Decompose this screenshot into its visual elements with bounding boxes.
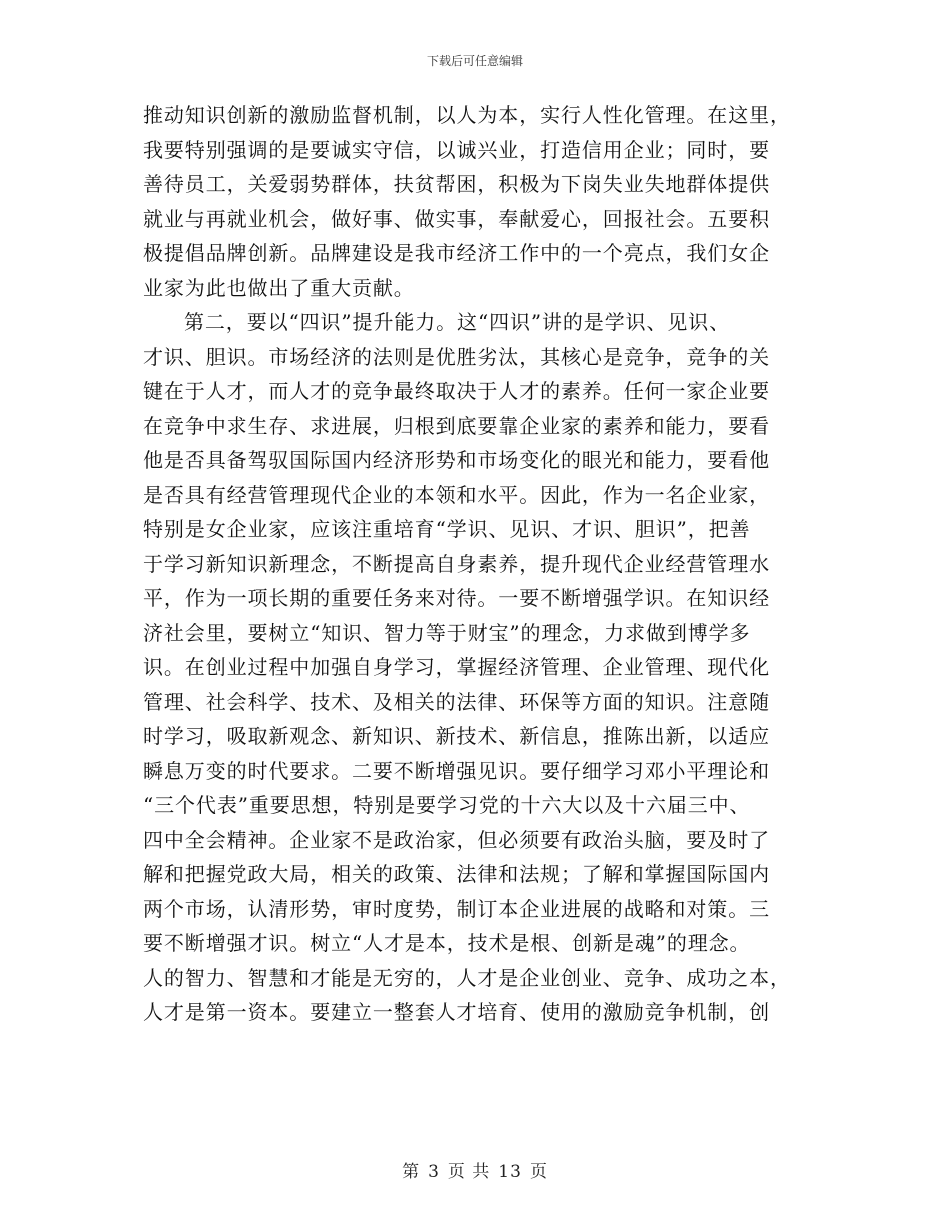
text-line: 人的智力、智慧和才能是无穷的，人才是企业创业、竞争、成功之本， [143,965,791,990]
text-line: 时学习，吸取新观念、新知识、新技术、新信息，推陈出新，以适应 [143,724,770,748]
text-line: 善待员工，关爱弱势群体，扶贫帮困，积极为下岗失业失地群体提供 [143,172,770,196]
page-header: 下载后可任意编辑 [426,54,523,68]
text-line: 济社会里，要树立“知识、智力等于财宝”的理念，力求做到博学多 [143,620,751,645]
text-line: 极提倡品牌创新。品牌建设是我市经济工作中的一个亮点，我们女企 [143,241,770,265]
text-line: 他是否具备驾驭国际国内经济形势和市场变化的眼光和能力，要看他 [143,448,770,472]
text-line: 于学习新知识新理念，不断提高自身素养，提升现代企业经营管理水 [143,551,770,576]
text-line: 四中全会精神。企业家不是政治家，但必须要有政治头脑，要及时了 [143,827,770,852]
text-line: 特别是女企业家，应该注重培育“学识、见识、才识、胆识”，把善 [143,517,751,541]
text-line: 就业与再就业机会，做好事、做实事，奉献爱心，回报社会。五要积 [143,206,770,231]
page-number-suffix: 页 [529,1162,548,1182]
text-line: “三个代表”重要思想，特别是要学习党的十六大以及十六届三中、 [143,793,751,817]
text-line: 在竞争中求生存、求进展，归根到底要靠企业家的素养和能力，要看 [143,413,770,438]
text-line: 瞬息万变的时代要求。二要不断增强见识。要仔细学习邓小平理论和 [143,758,770,783]
total-page-count: 13 [498,1162,522,1182]
current-page-number: 3 [428,1162,440,1182]
text-line: 识。在创业过程中加强自身学习，掌握经济管理、企业管理、现代化 [143,655,770,679]
text-line: 推动知识创新的激励监督机制，以人为本，实行人性化管理。在这里， [143,103,791,127]
text-line: 两个市场，认清形势，审时度势，制订本企业进展的战略和对策。三 [143,896,770,921]
text-line: 业家为此也做出了重大贡献。 [143,275,415,300]
paragraph-2 [143,305,803,1030]
text-line: 是否具有经营管理现代企业的本领和水平。因此，作为一名企业家， [143,482,770,507]
text-line: 解和把握党政大局，相关的政策、法律和法规；了解和掌握国际国内 [143,862,770,886]
text-line: 人才是第一资本。要建立一整套人才培育、使用的激励竞争机制，创 [143,1000,770,1024]
page-number-prefix: 第 [402,1162,421,1182]
text-line: 管理、社会科学、技术、及相关的法律、环保等方面的知识。注意随 [143,689,770,714]
document-body [143,98,803,1030]
text-line: 要不断增强才识。树立“人才是本，技术是根、创新是魂”的理念。 [143,931,751,955]
text-line: 平，作为一项长期的重要任务来对待。一要不断增强学识。在知识经 [143,586,770,610]
text-line: 我要特别强调的是要诚实守信，以诚兴业，打造信用企业；同时，要 [143,137,770,162]
paragraph-1 [143,98,803,305]
page-footer [0,1157,950,1182]
text-line: 才识、胆识。市场经济的法则是优胜劣汰，其核心是竞争，竞争的关 [143,344,770,369]
page-number-middle: 页 共 [447,1162,491,1182]
text-line-first: 第二，要以“四识”提升能力。这“四识”讲的是学识、见识、 [184,310,731,334]
text-line: 键在于人才，而人才的竞争最终取决于人才的素养。任何一家企业要 [143,379,770,403]
